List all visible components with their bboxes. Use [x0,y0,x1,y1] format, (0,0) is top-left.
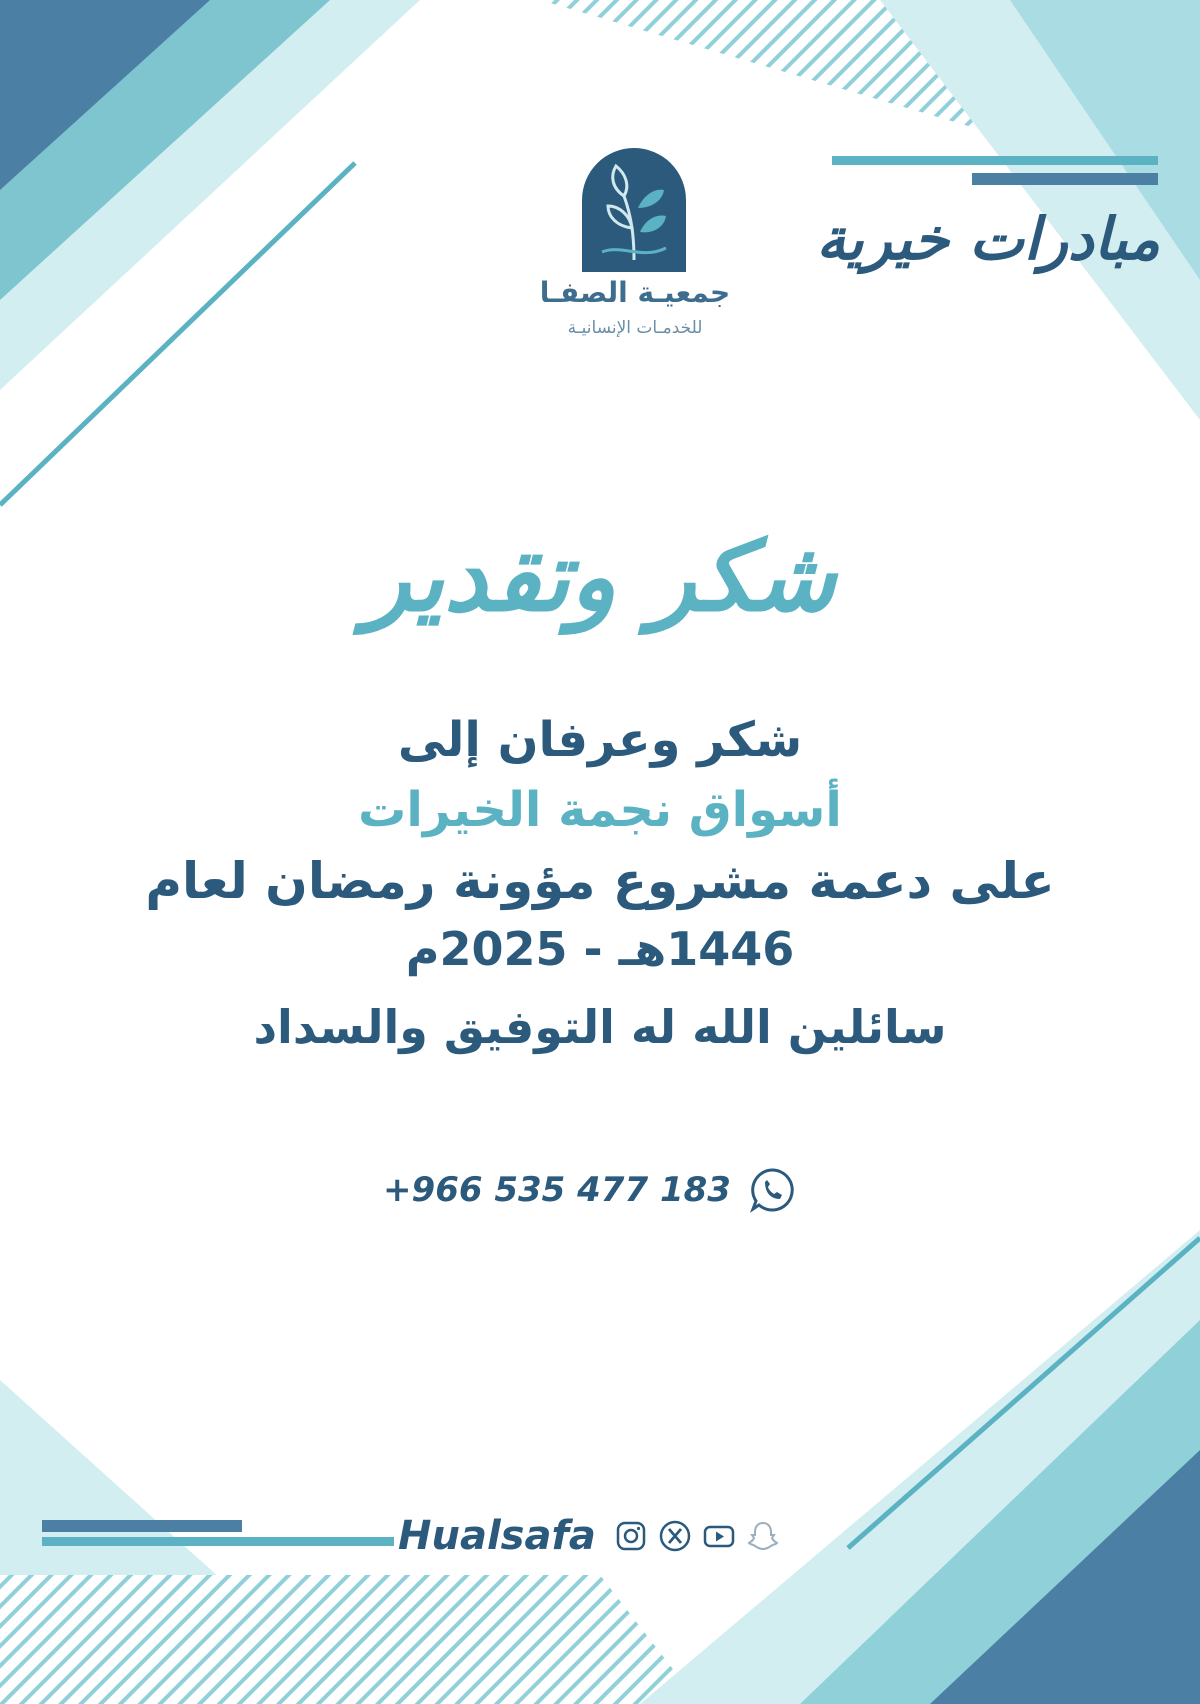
initiatives-heading: مبادرات خيرية [816,205,1160,273]
social-handle[interactable]: Hualsafa [398,1513,596,1559]
leaf-arch-logo-icon [582,148,686,272]
youtube-icon[interactable] [702,1519,736,1553]
snapchat-icon[interactable] [746,1519,780,1553]
x-icon[interactable] [658,1519,692,1553]
whatsapp-icon[interactable] [747,1165,797,1215]
org-subtitle: للخدمـات الإنسانيـة [567,318,703,338]
prayer-line: سائلين الله له التوفيق والسداد [253,1000,947,1054]
recipient-name: أسواق نجمة الخيرات [358,782,842,838]
contact-row [360,1160,820,1220]
social-row [398,1508,780,1564]
year-line: 1446هـ - 2025م [405,922,795,976]
instagram-icon[interactable] [614,1519,648,1553]
thanks-line: شكر وعرفان إلى [397,712,803,768]
certificate-title: شكر وتقدير [364,520,836,633]
org-name: جمعيـة الصفـا [539,276,731,309]
phone-number[interactable]: +966 535 477 183 [383,1170,731,1210]
support-line: على دعمة مشروع مؤونة رمضان لعام [145,852,1055,910]
